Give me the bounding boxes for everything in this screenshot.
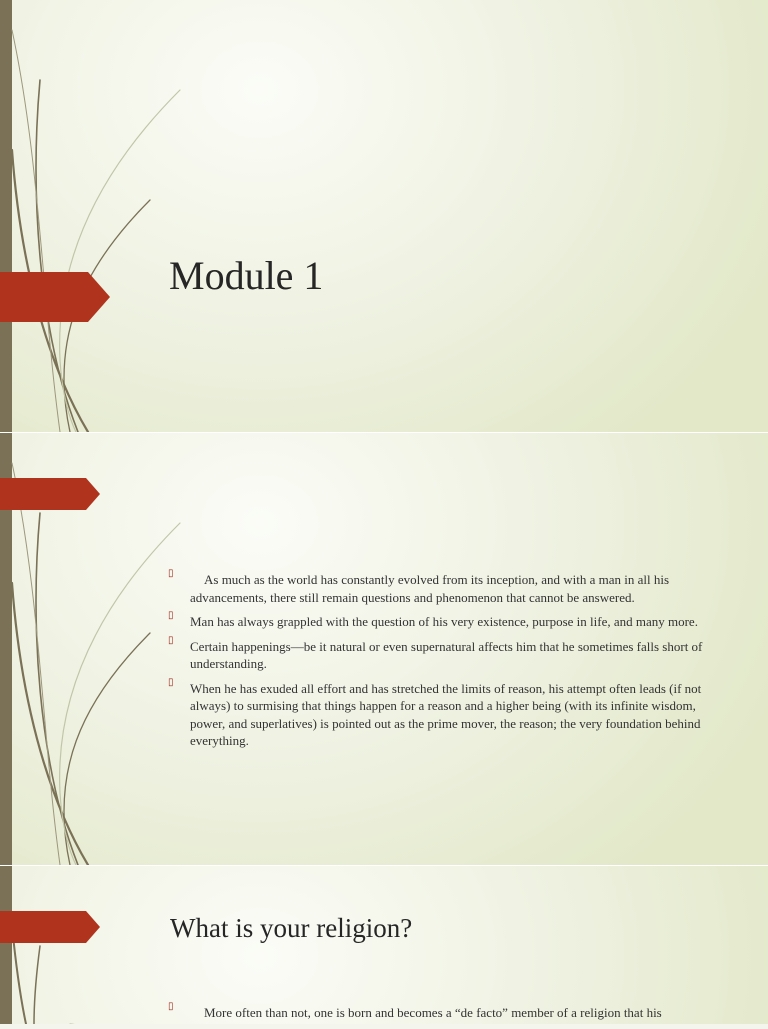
bullet-text: As much as the world has constantly evolved from its inception, and with a man in all his advancements, there still remain questions and phenomenon that cannot be answered. [190, 572, 670, 605]
bullet-text: Certain happenings—be it natural or even supernatural affects him that he sometimes falls short of understanding. [190, 638, 703, 671]
bullet-list [168, 1001, 724, 1029]
bullet-text: Man has always grappled with the question of his very existence, purpose in life, and many more. [190, 614, 698, 629]
bullet-item [168, 676, 724, 750]
missing-glyph-box-icon: ▯ [168, 1001, 174, 1012]
missing-glyph-box-icon: ▯ [168, 634, 174, 646]
missing-glyph-box-icon: ▯ [168, 610, 174, 621]
bullet-text: When he has exuded all effort and has stretched the limits of reason, his attempt often leads (if not always) to surmising that things happen for a reason and a higher being (with its infinite wisdom, power, and superlatives) is pointed out as the prime mover, the reason; the very foundation behind everything. [190, 680, 702, 748]
slide-accent-tag [0, 272, 110, 322]
bullet-item [168, 634, 724, 673]
slide-2 [0, 433, 768, 865]
slide-1 [0, 0, 768, 432]
missing-glyph-box-icon: ▯ [168, 568, 174, 579]
slide-accent-tag [0, 911, 100, 943]
bullet-text: More often than not, one is born and becomes a “de facto” member of a religion that his [204, 1005, 662, 1020]
slide-title: Module 1 [169, 253, 324, 298]
decorative-vines [0, 0, 200, 432]
missing-glyph-box-icon: ▯ [168, 676, 174, 688]
bullet-list [168, 568, 724, 757]
slide-accent-tag [0, 478, 100, 510]
bullet-item [168, 610, 724, 631]
slide-title: What is your religion? [170, 913, 413, 943]
bullet-item [168, 1001, 724, 1022]
bullet-item [168, 568, 724, 606]
